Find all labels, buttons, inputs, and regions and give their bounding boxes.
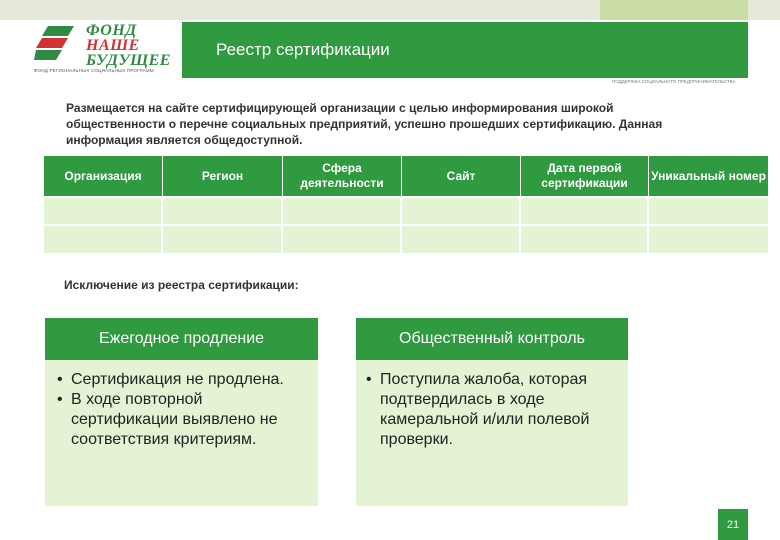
card-annual-renewal-title: Ежегодное продление — [45, 318, 318, 360]
list-item: • Поступила жалоба, которая подтвердилась в ходе камеральной и/или полевой проверки. — [366, 370, 620, 450]
card-public-control-list — [366, 370, 620, 450]
table-header-row — [44, 156, 768, 196]
intro-paragraph: Размещается на сайте сертифицирующей организации с целью информирования широкой общественности о перечне социальных предприятий, успешно прошедших сертификацию. Данная информация является общедоступной. — [66, 101, 663, 147]
exclusion-heading: Исключение из реестра сертификации: — [64, 278, 299, 292]
page-number: 21 — [718, 509, 748, 540]
card-public-control-title: Общественный контроль — [356, 318, 628, 360]
table-cell — [283, 224, 402, 253]
top-decor-bar — [0, 0, 600, 20]
logo-word-fund: ФОНД — [86, 22, 137, 39]
list-item: • В ходе повторной сертификации выявлено не соответствия критериям. — [57, 390, 310, 450]
column-header-website: Сайт — [402, 156, 521, 196]
table-row — [44, 196, 768, 224]
column-header-region: Регион — [163, 156, 283, 196]
registry-table — [44, 156, 768, 226]
table-cell — [283, 196, 402, 224]
logo-word-our: НАШЕ — [86, 37, 140, 54]
fund-logo — [34, 22, 184, 74]
header-banner — [182, 22, 748, 78]
card-annual-renewal-list — [57, 370, 310, 450]
table-cell — [521, 224, 649, 253]
column-header-organization: Организация — [44, 156, 163, 196]
column-header-unique-number: Уникальный номер — [649, 156, 768, 196]
table-cell — [163, 196, 283, 224]
top-decor-bar-right — [748, 0, 780, 20]
logo-word-future: БУДУЩЕЕ — [86, 52, 171, 69]
logo-tagline: ФОНД РЕГИОНАЛЬНЫХ СОЦИАЛЬНЫХ ПРОГРАММ — [34, 68, 154, 73]
table-cell — [649, 224, 768, 253]
top-decor-accent — [600, 0, 748, 20]
card-public-control-body — [356, 360, 628, 506]
table-cell — [649, 196, 768, 224]
column-header-first-cert-date: Дата первой сертификации — [521, 156, 649, 196]
table-cell — [402, 224, 521, 253]
table-cell — [521, 196, 649, 224]
logo-mark-icon — [34, 24, 78, 60]
page-title: Реестр сертификации — [216, 40, 390, 59]
table-cell — [163, 224, 283, 253]
column-header-activity: Сфера деятельности — [283, 156, 402, 196]
table-cell — [44, 224, 163, 253]
table-cell — [402, 196, 521, 224]
card-annual-renewal-body — [45, 360, 318, 506]
table-row — [44, 224, 768, 253]
list-item: • Сертификация не продлена. — [57, 370, 310, 390]
table-cell — [44, 196, 163, 224]
header-subtitle: ПОДДЕРЖКА СОЦИАЛЬНОГО ПРЕДПРИНИМАТЕЛЬСТВА — [612, 79, 736, 84]
